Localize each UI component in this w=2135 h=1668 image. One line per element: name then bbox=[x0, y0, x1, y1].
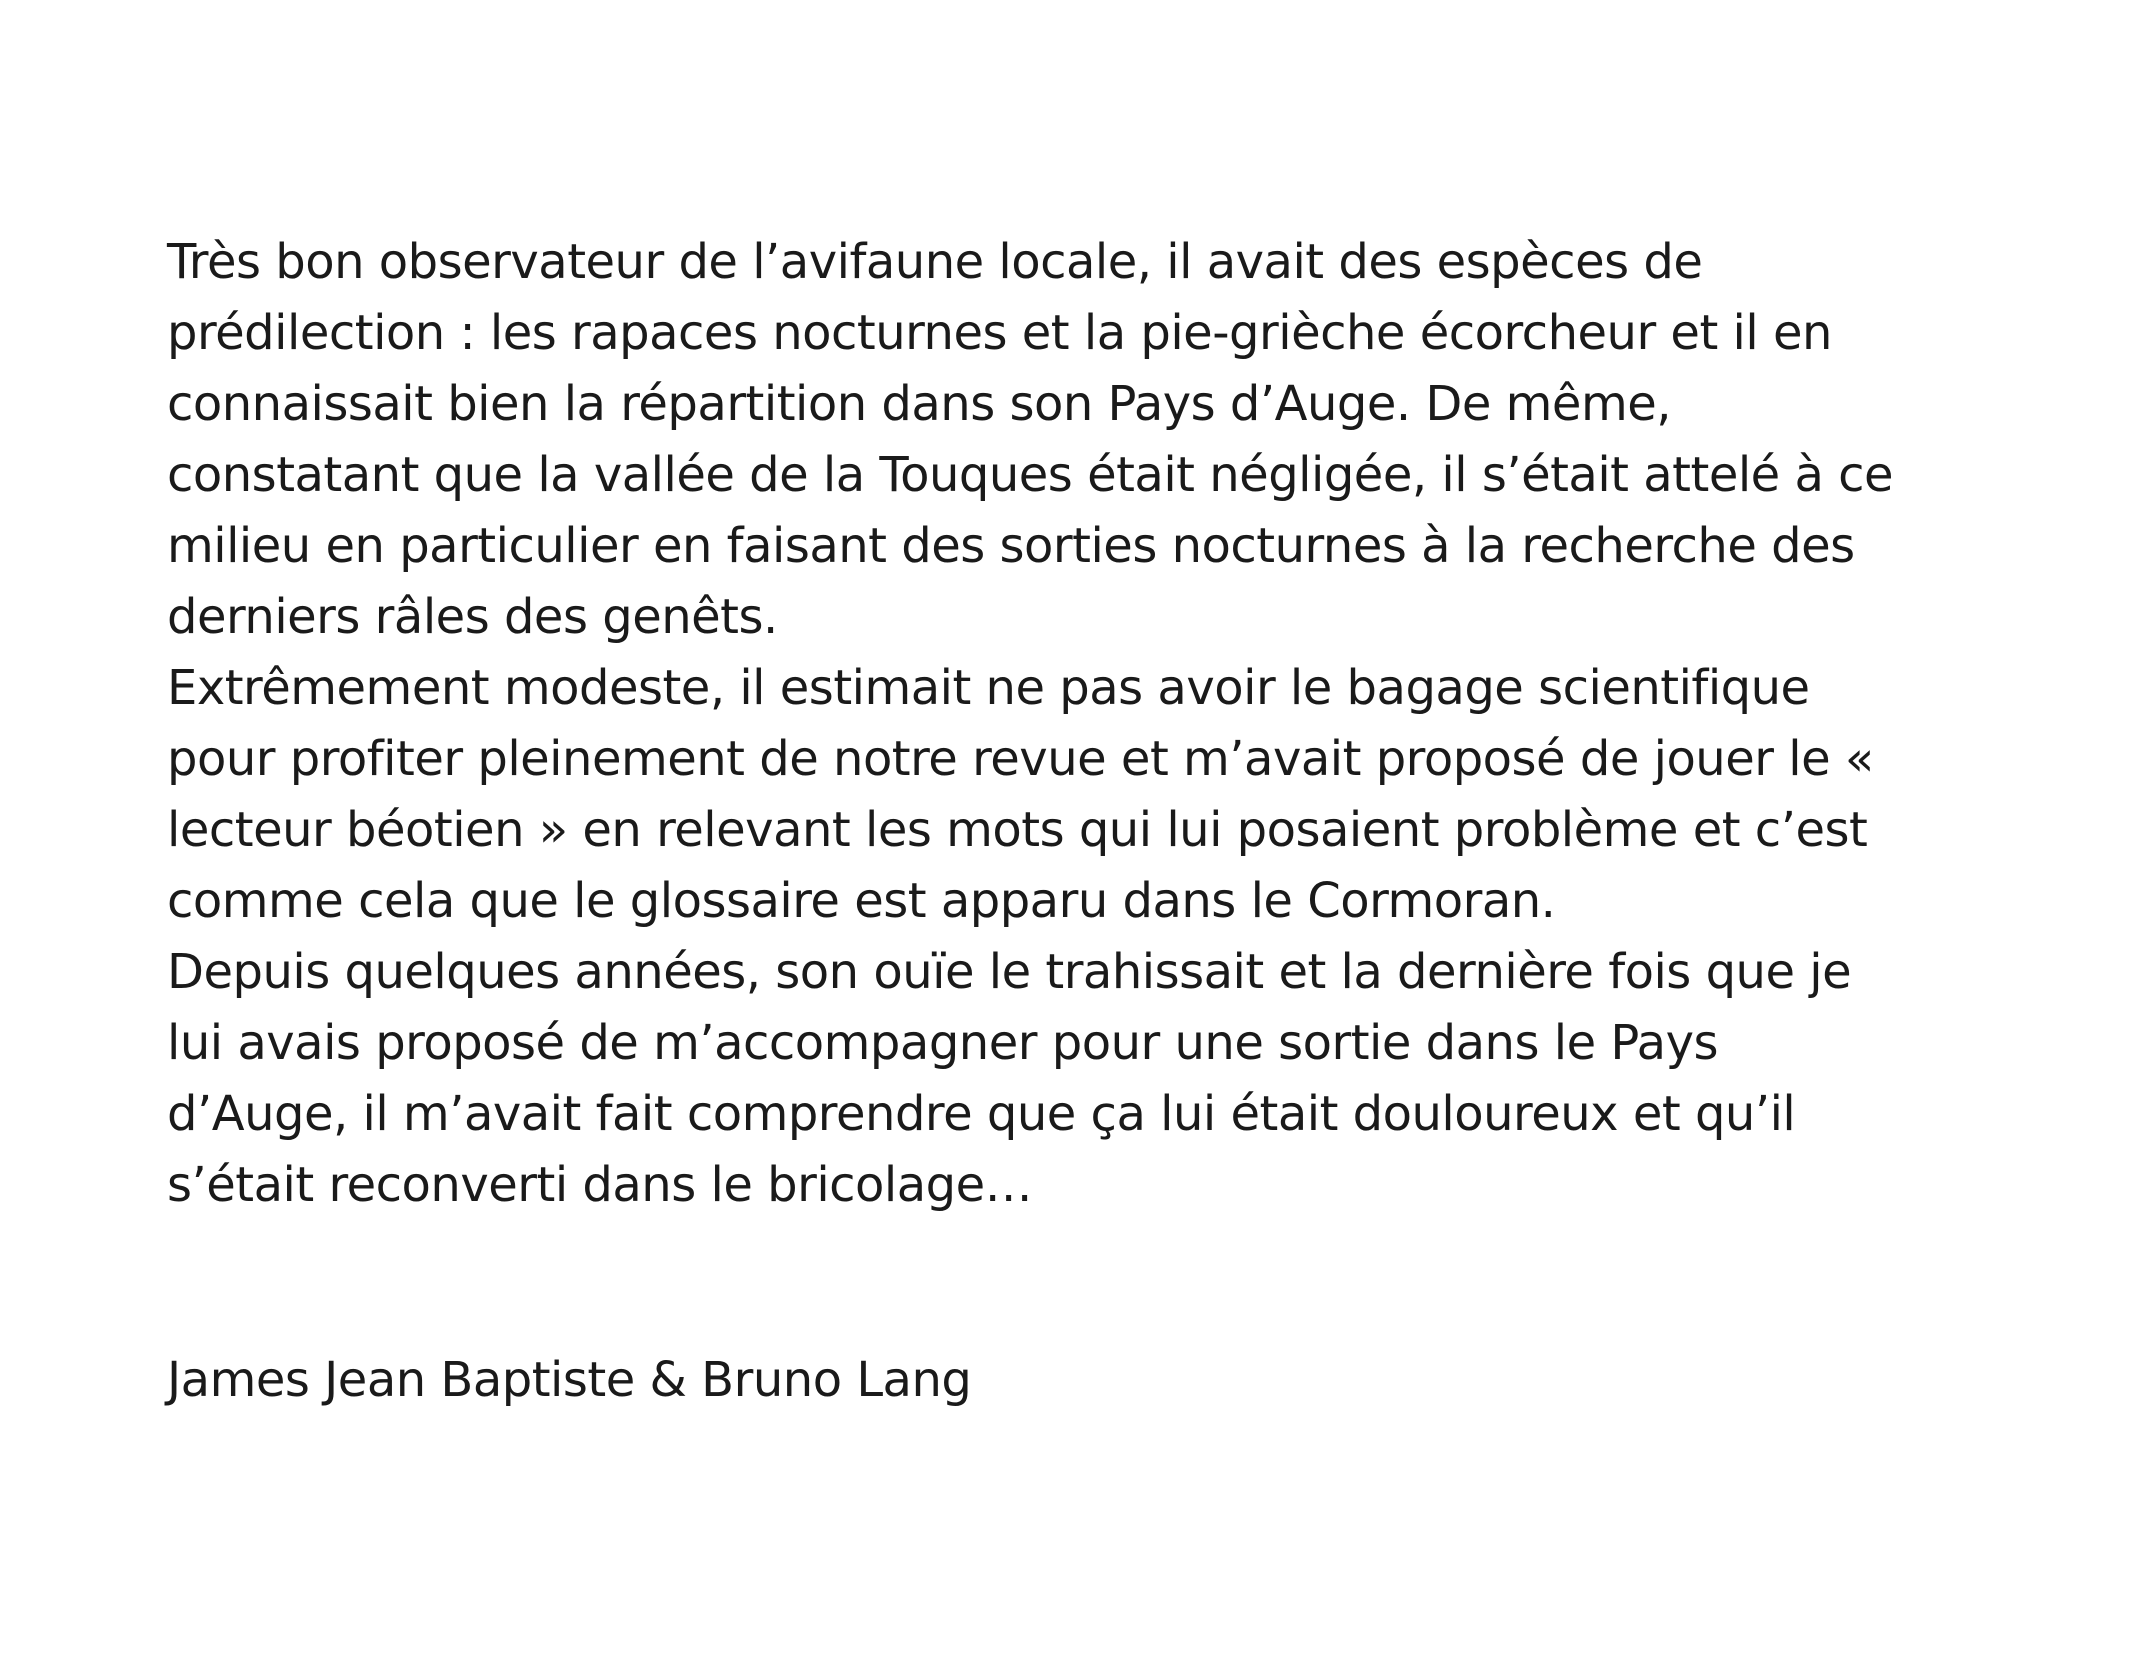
text-line: Extrêmement modeste, il estimait ne pas avoir le bagage scientifique bbox=[167, 660, 1810, 716]
text-line: connaissait bien la répartition dans son Pays d’Auge. De même, bbox=[167, 376, 1671, 432]
text-line: prédilection : les rapaces nocturnes et la pie-grièche écorcheur et il en bbox=[167, 305, 1832, 361]
text-line: lui avais proposé de m’accompagner pour une sortie dans le Pays bbox=[167, 1015, 1718, 1071]
body-text bbox=[167, 227, 2067, 1221]
text-line: pour profiter pleinement de notre revue et m’avait proposé de jouer le « bbox=[167, 731, 1874, 787]
text-line: lecteur béotien » en relevant les mots qui lui posaient problème et c’est bbox=[167, 802, 1868, 858]
text-line: comme cela que le glossaire est apparu dans le Cormoran. bbox=[167, 873, 1556, 929]
text-line: s’était reconverti dans le bricolage… bbox=[167, 1157, 1033, 1213]
text-line: d’Auge, il m’avait fait comprendre que ça lui était douloureux et qu’il bbox=[167, 1086, 1796, 1142]
author-signature: James Jean Baptiste & Bruno Lang bbox=[167, 1352, 972, 1408]
text-line: milieu en particulier en faisant des sorties nocturnes à la recherche des bbox=[167, 518, 1855, 574]
text-line: Depuis quelques années, son ouïe le trahissait et la dernière fois que je bbox=[167, 944, 1852, 1000]
text-line: Très bon observateur de l’avifaune locale, il avait des espèces de bbox=[167, 234, 1703, 290]
text-line: constatant que la vallée de la Touques était négligée, il s’était attelé à ce bbox=[167, 447, 1894, 503]
text-line: derniers râles des genêts. bbox=[167, 589, 778, 645]
